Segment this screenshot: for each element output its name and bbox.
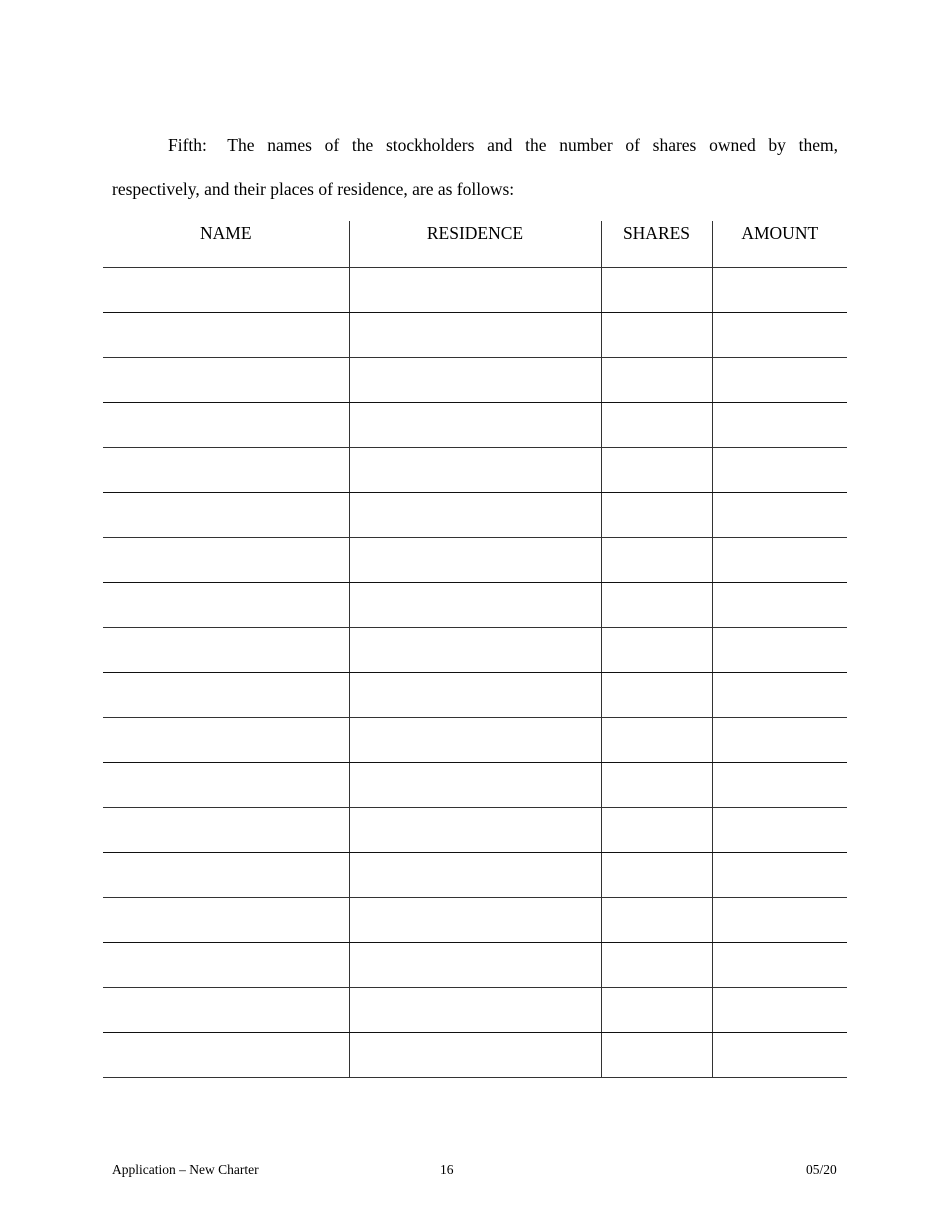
residence-cell[interactable]: [349, 268, 601, 313]
residence-cell[interactable]: [349, 583, 601, 628]
shares-cell[interactable]: [601, 403, 712, 448]
table-body: [103, 268, 847, 1078]
table-row: [103, 1033, 847, 1078]
amount-cell[interactable]: [712, 628, 847, 673]
column-header-residence: RESIDENCE: [349, 221, 601, 268]
intro-paragraph: [112, 123, 838, 211]
table-header-row: [103, 221, 847, 268]
residence-cell[interactable]: [349, 358, 601, 403]
name-cell[interactable]: [103, 853, 349, 898]
table-row: [103, 493, 847, 538]
name-cell[interactable]: [103, 403, 349, 448]
residence-cell[interactable]: [349, 493, 601, 538]
column-header-amount: AMOUNT: [712, 221, 847, 268]
shares-cell[interactable]: [601, 313, 712, 358]
shares-cell[interactable]: [601, 1033, 712, 1078]
table-row: [103, 268, 847, 313]
amount-cell[interactable]: [712, 988, 847, 1033]
intro-line-2: respectively, and their places of residence, are as follows:: [112, 179, 515, 199]
shares-cell[interactable]: [601, 493, 712, 538]
shares-cell[interactable]: [601, 583, 712, 628]
footer-page-number: 16: [440, 1162, 454, 1177]
shares-cell[interactable]: [601, 718, 712, 763]
table-row: [103, 583, 847, 628]
residence-cell[interactable]: [349, 538, 601, 583]
name-cell[interactable]: [103, 538, 349, 583]
column-header-name: NAME: [103, 221, 349, 268]
intro-text-1: The names of the stockholders and the number of shares owned by them,: [227, 135, 838, 155]
section-label: Fifth:: [168, 135, 207, 155]
shares-cell[interactable]: [601, 808, 712, 853]
amount-cell[interactable]: [712, 583, 847, 628]
amount-cell[interactable]: [712, 313, 847, 358]
table-row: [103, 448, 847, 493]
table-row: [103, 853, 847, 898]
table-row: [103, 718, 847, 763]
table-row: [103, 673, 847, 718]
name-cell[interactable]: [103, 898, 349, 943]
residence-cell[interactable]: [349, 673, 601, 718]
amount-cell[interactable]: [712, 268, 847, 313]
residence-cell[interactable]: [349, 988, 601, 1033]
shares-cell[interactable]: [601, 673, 712, 718]
amount-cell[interactable]: [712, 763, 847, 808]
shares-cell[interactable]: [601, 448, 712, 493]
table-row: [103, 898, 847, 943]
name-cell[interactable]: [103, 988, 349, 1033]
name-cell[interactable]: [103, 493, 349, 538]
name-cell[interactable]: [103, 628, 349, 673]
shares-cell[interactable]: [601, 898, 712, 943]
amount-cell[interactable]: [712, 673, 847, 718]
amount-cell[interactable]: [712, 358, 847, 403]
table-row: [103, 358, 847, 403]
shares-cell[interactable]: [601, 943, 712, 988]
intro-line-1: [112, 123, 838, 167]
residence-cell[interactable]: [349, 898, 601, 943]
amount-cell[interactable]: [712, 853, 847, 898]
table-row: [103, 763, 847, 808]
amount-cell[interactable]: [712, 493, 847, 538]
table-row: [103, 943, 847, 988]
residence-cell[interactable]: [349, 943, 601, 988]
table-row: [103, 403, 847, 448]
name-cell[interactable]: [103, 808, 349, 853]
name-cell[interactable]: [103, 313, 349, 358]
table-row: [103, 628, 847, 673]
residence-cell[interactable]: [349, 1033, 601, 1078]
shares-cell[interactable]: [601, 628, 712, 673]
table-row: [103, 988, 847, 1033]
residence-cell[interactable]: [349, 808, 601, 853]
residence-cell[interactable]: [349, 763, 601, 808]
shares-cell[interactable]: [601, 763, 712, 808]
stockholders-table: [103, 221, 847, 1078]
name-cell[interactable]: [103, 358, 349, 403]
amount-cell[interactable]: [712, 943, 847, 988]
footer-form-title: Application – New Charter: [112, 1162, 259, 1177]
amount-cell[interactable]: [712, 718, 847, 763]
amount-cell[interactable]: [712, 538, 847, 583]
table-row: [103, 313, 847, 358]
amount-cell[interactable]: [712, 403, 847, 448]
shares-cell[interactable]: [601, 853, 712, 898]
name-cell[interactable]: [103, 583, 349, 628]
name-cell[interactable]: [103, 718, 349, 763]
residence-cell[interactable]: [349, 403, 601, 448]
shares-cell[interactable]: [601, 988, 712, 1033]
footer-revision-date: 05/20: [806, 1162, 837, 1177]
column-header-shares: SHARES: [601, 221, 712, 268]
shares-cell[interactable]: [601, 358, 712, 403]
table-row: [103, 808, 847, 853]
residence-cell[interactable]: [349, 853, 601, 898]
name-cell[interactable]: [103, 943, 349, 988]
residence-cell[interactable]: [349, 313, 601, 358]
amount-cell[interactable]: [712, 448, 847, 493]
amount-cell[interactable]: [712, 898, 847, 943]
name-cell[interactable]: [103, 673, 349, 718]
name-cell[interactable]: [103, 268, 349, 313]
name-cell[interactable]: [103, 763, 349, 808]
residence-cell[interactable]: [349, 628, 601, 673]
table-row: [103, 538, 847, 583]
residence-cell[interactable]: [349, 448, 601, 493]
name-cell[interactable]: [103, 448, 349, 493]
amount-cell[interactable]: [712, 808, 847, 853]
amount-cell[interactable]: [712, 1033, 847, 1078]
shares-cell[interactable]: [601, 538, 712, 583]
name-cell[interactable]: [103, 1033, 349, 1078]
residence-cell[interactable]: [349, 718, 601, 763]
shares-cell[interactable]: [601, 268, 712, 313]
